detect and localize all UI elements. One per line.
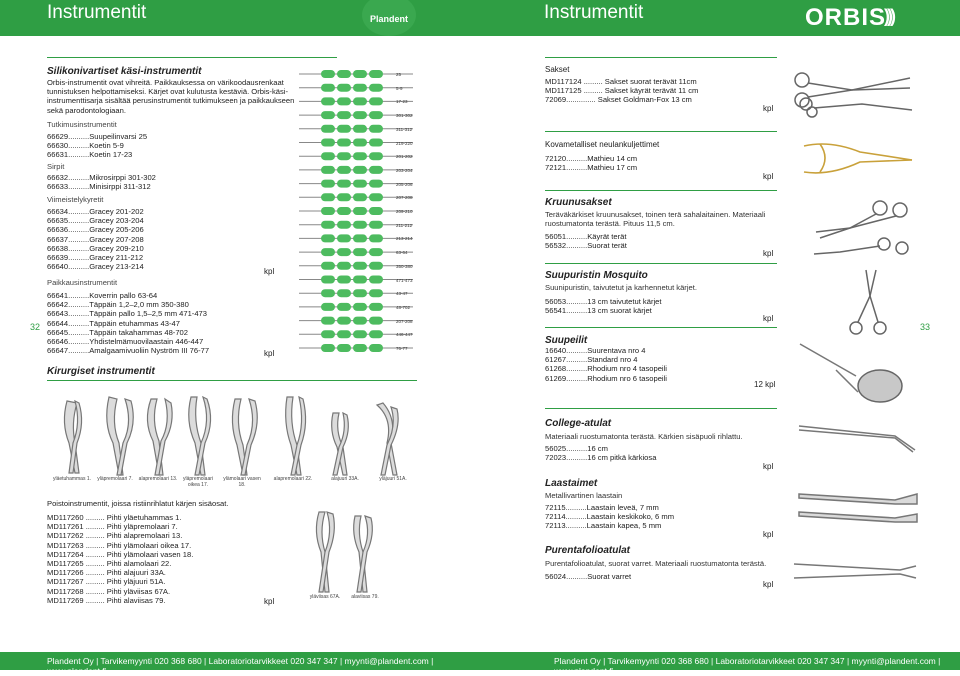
list-item: 66630..........Koetin 5-9 xyxy=(47,141,124,151)
instrument-handle-segment xyxy=(369,166,383,174)
list-item: MD117262 ......... Pihti alapremolaari 13. xyxy=(47,531,183,541)
instrument-label: 25 xyxy=(396,72,402,77)
instrument-handle-segment xyxy=(337,125,351,133)
instrument-handle-segment xyxy=(337,111,351,119)
list-item: MD117267 ......... Pihti yläjuuri 51A. xyxy=(47,577,166,587)
kpl-label: kpl xyxy=(763,314,774,323)
instrument-handle-segment xyxy=(321,139,335,147)
instrument-handle-segment xyxy=(369,70,383,78)
instrument-label: 311-312 xyxy=(396,126,413,132)
instrument-label: 446-447 xyxy=(396,332,413,338)
list-item: MD117261 ......... Pihti yläpremolaari 7. xyxy=(47,522,178,532)
instrument-label: 207-208 xyxy=(396,195,413,201)
instrument-handle-segment xyxy=(353,344,367,352)
list-item: 66641..........Koverrin pallo 63-64 xyxy=(47,291,158,300)
footer-right: Plandent Oy | Tarvikemyynti 020 368 680 | Laboratoriotarvikkeet 020 347 347 | myynti@plandent.com | www.plandent.fi xyxy=(480,652,960,670)
forceps-bottom-illustration xyxy=(305,508,385,596)
instrument-handle-segment xyxy=(337,70,351,78)
list-item: 66642..........Täppäin 1,2–2,0 mm 350-380 xyxy=(47,300,189,310)
viimeistely-list xyxy=(47,207,144,271)
list-item: 66647..........Amalgaamivuoliin Nyström III 76-77 xyxy=(47,346,210,356)
instrument-label: 5-9 xyxy=(396,85,403,91)
instrument-handle-segment xyxy=(321,166,335,174)
instrument-handle-segment xyxy=(353,84,367,92)
section-rule xyxy=(545,327,777,328)
list-item: 72069.............. Sakset Goldman-Fox 13 cm xyxy=(545,95,692,105)
instrument-handle-segment xyxy=(337,139,351,147)
instrument-label: 205-206 xyxy=(396,181,413,187)
instrument-handle-segment xyxy=(337,289,351,297)
list-item: 16640..........Suurentava nro 4 xyxy=(545,346,646,355)
list-item: 56541..........13 cm suorat kärjet xyxy=(545,306,652,316)
instrument-handle-segment xyxy=(321,207,335,215)
kirurgiset-desc: Poistoinstrumentit, joissa ristiinrihlatut kärjen sisäosat. xyxy=(47,499,229,508)
desc-line: instrumenttisarja sisältää perusinstrumentit tutkimukseen ja paikkaukseen xyxy=(47,96,295,106)
instrument-handle-segment xyxy=(337,207,351,215)
instrument-handle-segment xyxy=(369,207,383,215)
list-item: 66638..........Gracey 209-210 xyxy=(47,243,144,253)
forceps-caption: ylämolaari vasen 18. xyxy=(223,476,261,488)
paikkaus-heading: Paikkausinstrumentit xyxy=(47,278,118,287)
instrument-handle-segment xyxy=(353,152,367,160)
college-tweezers-illustration xyxy=(795,420,920,460)
list-item: 66635..........Gracey 203-204 xyxy=(47,216,144,226)
instrument-handle-segment xyxy=(337,166,351,174)
section-rule xyxy=(545,190,777,191)
kpl-label: kpl xyxy=(763,172,774,181)
instrument-handle-segment xyxy=(321,262,335,270)
list-item: 72121..........Mathieu 17 cm xyxy=(545,163,638,173)
instrument-handle-segment xyxy=(369,248,383,256)
list-item: 66639..........Gracey 211-212 xyxy=(47,253,144,263)
instrument-handle-segment xyxy=(321,152,335,160)
purentafolio-title: Purentafolioatulat xyxy=(545,545,631,556)
list-item: 72113..........Laastain kapea, 5 mm xyxy=(545,521,662,531)
forceps-caption: alaviisas 79. xyxy=(351,594,379,600)
instrument-handle-segment xyxy=(353,166,367,174)
instrument-handle-segment xyxy=(337,317,351,325)
forceps-caption: alajuuri 33A. xyxy=(331,476,359,482)
list-item: 66634..........Gracey 201-202 xyxy=(47,207,144,216)
desc-line: sekä parodontologiaan. xyxy=(47,105,126,115)
instrument-handle-segment xyxy=(369,317,383,325)
scissors-illustration xyxy=(792,68,917,118)
instrument-handle-segment xyxy=(353,70,367,78)
silikoni-desc xyxy=(47,78,294,115)
instrument-handle-segment xyxy=(321,97,335,105)
suupuristin-list xyxy=(545,297,662,315)
instrument-handle-segment xyxy=(337,180,351,188)
instrument-handle-segment xyxy=(369,193,383,201)
instrument-handle-segment xyxy=(321,125,335,133)
instrument-handle-segment xyxy=(369,344,383,352)
orbis-logo: ORBIS xyxy=(805,4,887,31)
list-item: MD117263 ......... Pihti ylämolaari oikea 17. xyxy=(47,540,192,550)
list-item: 56024..........Suorat varret xyxy=(545,572,632,581)
instrument-handle-segment xyxy=(353,180,367,188)
instrument-handle-segment xyxy=(369,152,383,160)
list-item: 56532..........Suorat terät xyxy=(545,241,627,251)
needle-holder-illustration xyxy=(800,138,915,178)
page-number-right: 33 xyxy=(920,322,931,332)
kpl-label: kpl xyxy=(763,249,774,258)
instrument-handle-segment xyxy=(369,303,383,311)
section-rule xyxy=(47,380,417,381)
laastaimet-title: Laastaimet xyxy=(545,478,598,489)
purentafolio-list xyxy=(545,572,631,581)
instrument-handle-segment xyxy=(369,276,383,284)
kruunusakset-title: Kruunusakset xyxy=(545,197,612,208)
kpl-label: kpl xyxy=(763,462,774,471)
instrument-handle-segment xyxy=(369,111,383,119)
forceps-caption: yläviisas 67A. xyxy=(309,594,341,600)
instrument-handle-segment xyxy=(337,97,351,105)
list-item: MD117124 ......... Sakset suorat terävät 11cm xyxy=(545,77,697,86)
instrument-label: 43-47 xyxy=(396,291,408,297)
instrument-handle-segment xyxy=(321,111,335,119)
instrument-handle-segment xyxy=(369,84,383,92)
page-title-left: Instrumentit xyxy=(47,2,147,23)
tutkimus-list xyxy=(47,132,147,160)
kpl-label: 12 kpl xyxy=(754,380,776,389)
instrument-handle-segment xyxy=(353,207,367,215)
section-rule xyxy=(47,57,337,58)
kpl-label: kpl xyxy=(763,580,774,589)
instrument-handle-segment xyxy=(369,289,383,297)
kruunusakset-desc xyxy=(545,210,765,228)
instrument-handle-segment xyxy=(321,276,335,284)
instrument-handle-segment xyxy=(353,262,367,270)
instrument-handle-segment xyxy=(369,125,383,133)
paikkaus-list xyxy=(47,291,209,355)
instrument-label: 76-77 xyxy=(396,346,408,351)
list-item: 61267..........Standard nro 4 xyxy=(545,355,638,365)
instrument-label: 63-64 xyxy=(396,250,408,256)
footer-left: Plandent Oy | Tarvikemyynti 020 368 680 | Laboratoriotarvikkeet 020 347 347 | myynti@plandent.com | www.plandent.fi xyxy=(0,652,480,670)
instrument-handle-segment xyxy=(321,344,335,352)
desc-line: ruostumatonta terästä. Pituus 11,5 cm. xyxy=(545,219,675,229)
instrument-handle-segment xyxy=(353,139,367,147)
kovametalli-title: Kovametalliset neulankuljettimet xyxy=(545,140,660,149)
list-item: 66636..........Gracey 205-206 xyxy=(47,225,144,235)
section-rule xyxy=(545,263,777,264)
list-item: 72120..........Mathieu 14 cm xyxy=(545,154,638,163)
list-item: 66640..........Gracey 213-214 xyxy=(47,262,144,272)
header-right xyxy=(480,0,960,36)
purentafolio-desc: Purentafolioatulat, suorat varret. Materiaali ruostumatonta terästä. xyxy=(545,559,767,568)
list-item: MD117266 ......... Pihti alajuuri 33A. xyxy=(47,568,166,578)
instrument-label: 203-204 xyxy=(396,167,413,173)
instrument-label: 219-220 xyxy=(396,140,413,146)
instrument-handle-segment xyxy=(321,70,335,78)
kpl-label: kpl xyxy=(264,349,275,358)
instrument-handle-segment xyxy=(337,152,351,160)
kruunusakset-list xyxy=(545,232,627,250)
forceps-caption: yläpremolaari 7. xyxy=(97,476,133,482)
list-item: 66644..........Täppäin etuhammas 43-47 xyxy=(47,318,180,328)
list-item: 66632..........Mikrosirppi 301-302 xyxy=(47,173,156,182)
instrument-handle-segment xyxy=(337,262,351,270)
instrument-handle-segment xyxy=(369,180,383,188)
list-item: MD117269 ......... Pihti alaviisas 79. xyxy=(47,595,166,605)
list-item: 56053..........13 cm taivutetut kärjet xyxy=(545,297,662,306)
instrument-handle-segment xyxy=(321,84,335,92)
instrument-label: 201-202 xyxy=(396,154,413,160)
instrument-handle-segment xyxy=(353,125,367,133)
instrument-handle-segment xyxy=(369,139,383,147)
college-desc: Materiaali ruostumatonta terästä. Kärkien sisäpuoli rihlattu. xyxy=(545,432,743,441)
list-item: 72114..........Laastain keskikoko, 6 mm xyxy=(545,512,675,522)
list-item: MD117260 ......... Pihti yläetuhammas 1. xyxy=(47,513,182,522)
list-item: 66643..........Täppäin pallo 1,5–2,5 mm 471-473 xyxy=(47,309,207,319)
page-number-left: 32 xyxy=(30,322,41,332)
laastaimet-desc: Metallivartinen laastain xyxy=(545,491,623,500)
silikoni-title: Silikonivartiset käsi-instrumentit xyxy=(47,66,202,77)
college-title: College-atulat xyxy=(545,418,612,429)
instrument-handle-segment xyxy=(321,303,335,311)
instrument-handle-segment xyxy=(321,330,335,338)
plandent-logo-text: Plandent xyxy=(370,14,409,24)
plandent-logo xyxy=(362,0,416,36)
instrument-handle-segment xyxy=(369,262,383,270)
instrument-handle-segment xyxy=(337,248,351,256)
instrument-handle-segment xyxy=(337,221,351,229)
instrument-handle-segment xyxy=(369,234,383,242)
instrument-handle-segment xyxy=(353,317,367,325)
sakset-list xyxy=(545,77,698,105)
mouth-mirror-illustration xyxy=(796,330,906,406)
section-rule xyxy=(545,131,777,132)
instrument-label: 211-212 xyxy=(396,222,413,228)
kpl-label: kpl xyxy=(763,104,774,113)
instrument-handle-segment xyxy=(353,289,367,297)
kirurgiset-title: Kirurgiset instrumentit xyxy=(47,366,155,377)
kirurgiset-list xyxy=(47,513,193,605)
list-item: MD117125 ......... Sakset käyrät terävät 11 cm xyxy=(545,86,699,96)
list-item: 66646..........Yhdistelmämuovilaastain 446-447 xyxy=(47,337,204,347)
tutkimus-heading: Tutkimusinstrumentit xyxy=(47,120,117,129)
list-item: 72023..........16 cm pitkä kärkiosa xyxy=(545,453,657,463)
list-item: 66631..........Koetin 17-23 xyxy=(47,150,133,160)
section-rule xyxy=(545,408,777,409)
forceps-caption: yläpremolaari oikea 17. xyxy=(182,476,213,488)
list-item: MD117265 ......... Pihti alamolaari 22. xyxy=(47,559,172,569)
instrument-label: 207-208 xyxy=(396,318,413,324)
kpl-label: kpl xyxy=(763,530,774,539)
header-left xyxy=(0,0,480,36)
kpl-label: kpl xyxy=(264,267,275,276)
instrument-handle-segment xyxy=(353,221,367,229)
instrument-label: 350-380 xyxy=(396,263,413,269)
list-item: 61269..........Rhodium nro 6 tasopeili xyxy=(545,373,667,383)
instrument-handle-segment xyxy=(337,234,351,242)
instrument-handle-segment xyxy=(321,234,335,242)
list-item: 56051..........Käyrät terät xyxy=(545,232,627,241)
instrument-label: 17-23 xyxy=(396,99,408,105)
sirpit-list xyxy=(47,173,156,191)
instrument-label: 48-702 xyxy=(396,304,411,310)
page-title-right: Instrumentit xyxy=(544,2,644,23)
suupeilit-title: Suupeilit xyxy=(545,335,588,346)
instrument-handle-segment xyxy=(337,84,351,92)
forceps-caption: yläjuuri 51A. xyxy=(379,476,407,482)
mosquito-clamp-illustration xyxy=(840,266,900,336)
sakset-title: Sakset xyxy=(545,65,570,74)
instrument-label: 213-214 xyxy=(396,236,413,242)
kovametalli-list xyxy=(545,154,637,172)
laastaimet-list xyxy=(545,503,674,531)
instrument-handle-segment xyxy=(369,330,383,338)
college-list xyxy=(545,444,656,462)
instrument-handle-segment xyxy=(337,330,351,338)
list-item: 72115..........Laastain leveä, 7 mm xyxy=(545,503,659,512)
instrument-handle-segment xyxy=(353,276,367,284)
instrument-label: 471-473 xyxy=(396,277,413,283)
instrument-handle-segment xyxy=(337,193,351,201)
instrument-handle-segment xyxy=(321,248,335,256)
instrument-handle-segment xyxy=(337,303,351,311)
forceps-caption: alapremolaari 13. xyxy=(138,476,178,482)
instrument-handle-segment xyxy=(369,221,383,229)
desc-line: Orbis-instrumentit ovat vihreitä. Paikkauksessa on värikoodausrenkaat xyxy=(47,78,284,87)
instrument-label: 209-210 xyxy=(396,209,413,214)
viimeistely-heading: Viimeistelykyretit xyxy=(47,195,104,204)
instrument-handle-segment xyxy=(321,289,335,297)
list-item: 66645..........Täppäin takahammas 48-702 xyxy=(47,327,188,337)
instrument-handle-segment xyxy=(353,193,367,201)
desc-line: tunnistuksen helpottamiseksi. Kärjet ovat kulutusta kestäviä. Orbis-käsi- xyxy=(47,87,288,97)
instrument-handle-segment xyxy=(353,330,367,338)
spatula-illustration xyxy=(795,482,920,532)
list-item: 61268..........Rhodium nro 4 tasopeili xyxy=(545,364,667,374)
instrument-handle-segment xyxy=(353,248,367,256)
instrument-handle-segment xyxy=(353,303,367,311)
instrument-handle-segment xyxy=(369,97,383,105)
list-item: MD117264 ......... Pihti ylämolaari vasen 18. xyxy=(47,549,194,559)
forceps-illustration xyxy=(47,393,417,478)
instrument-handle-segment xyxy=(321,193,335,201)
instrument-handle-segment xyxy=(353,234,367,242)
list-item: 56025..........16 cm xyxy=(545,444,608,453)
list-item: MD117268 ......... Pihti yläviisas 67A. xyxy=(47,586,171,596)
instrument-handle-segment xyxy=(321,180,335,188)
suupuristin-title: Suupuristin Mosquito xyxy=(545,270,648,281)
articulating-paper-forceps-illustration xyxy=(790,552,920,592)
list-item: 66637..........Gracey 207-208 xyxy=(47,234,144,244)
crown-scissors-illustration xyxy=(810,196,920,262)
section-rule xyxy=(545,57,777,58)
forceps-caption: alapremolaari 22. xyxy=(273,476,313,482)
instrument-handle-segment xyxy=(321,317,335,325)
instrument-handle-segment xyxy=(353,97,367,105)
instrument-handle-segment xyxy=(321,221,335,229)
forceps-caption: yläetuhammas 1. xyxy=(52,476,92,482)
list-item: 66633..........Minisirppi 311-312 xyxy=(47,182,151,192)
instrument-handle-segment xyxy=(353,111,367,119)
list-item: 66629..........Suupeilinvarsi 25 xyxy=(47,132,148,141)
suupuristin-desc: Suunipuristin, taivutetut ja karhennetut kärjet. xyxy=(545,283,697,292)
instrument-handle-segment xyxy=(337,344,351,352)
orbis-logo-arcs-icon: ))) xyxy=(884,6,893,26)
instrument-label: 301-302 xyxy=(396,113,413,119)
suupeilit-list xyxy=(545,346,667,383)
desc-line: Teräväkärkiset kruunusakset, toinen terä sahalaitainen. Materiaali xyxy=(545,210,766,219)
kpl-label: kpl xyxy=(264,597,275,606)
instrument-handle-segment xyxy=(337,276,351,284)
sirpit-heading: Sirpit xyxy=(47,162,65,171)
